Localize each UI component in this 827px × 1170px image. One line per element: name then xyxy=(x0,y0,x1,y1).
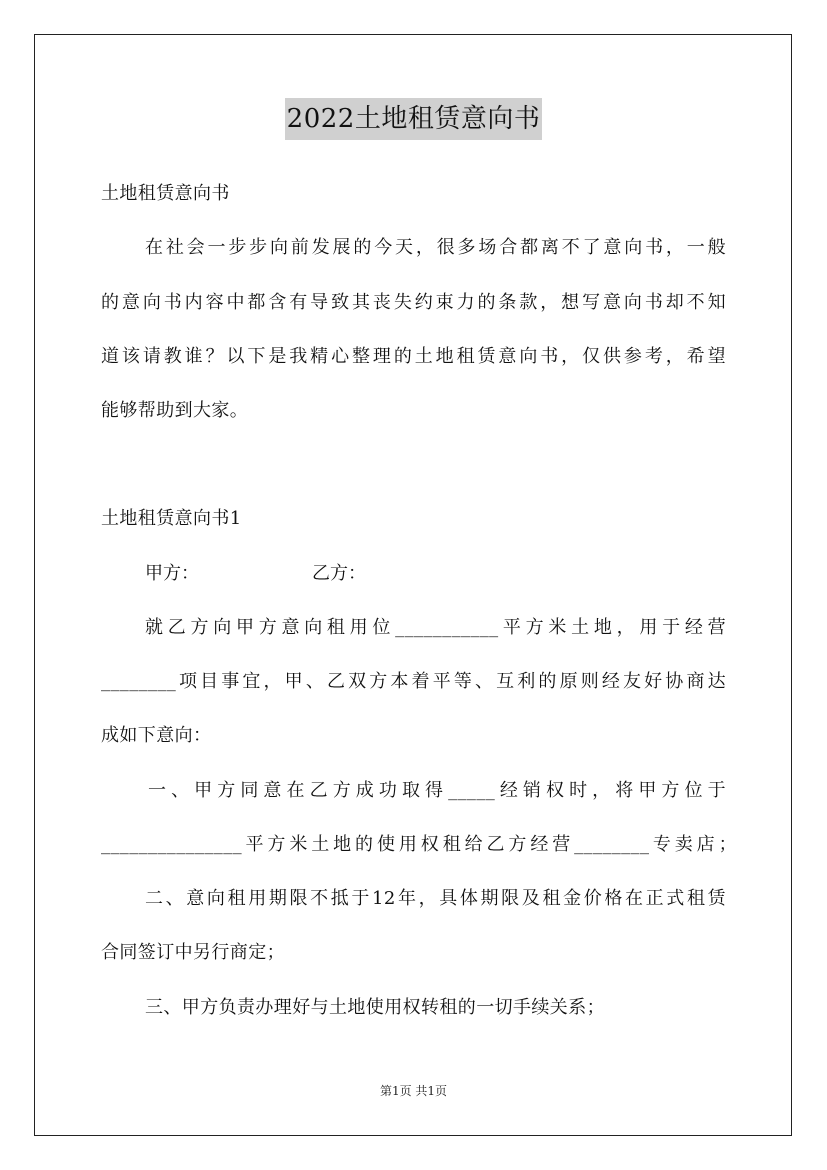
para1-line-3: 成如下意向： xyxy=(101,725,212,746)
document-title: 2022土地租赁意向书 xyxy=(285,98,543,140)
section-heading: 土地租赁意向书1 xyxy=(101,508,242,529)
clause1-line-1: 一、甲方同意在乙方成功取得_____经销权时，将甲方位于 xyxy=(148,780,726,801)
intro-line-4: 能够帮助到大家。 xyxy=(101,400,249,421)
document-subtitle: 土地租赁意向书 xyxy=(101,183,230,204)
clause3-line-1: 三、甲方负责办理好与土地使用权转租的一切手续关系； xyxy=(145,997,605,1018)
para1-line-1: 就乙方向甲方意向租用位___________平方米土地，用于经营 xyxy=(145,617,726,638)
title-container xyxy=(0,98,827,140)
intro-line-1: 在社会一步步向前发展的今天，很多场合都离不了意向书，一般 xyxy=(145,237,726,258)
party-b-label: 乙方： xyxy=(312,563,366,584)
intro-line-3: 道该请教谁？以下是我精心整理的土地租赁意向书，仅供参考，希望 xyxy=(101,346,726,367)
para1-line-2: ________项目事宜，甲、乙双方本着平等、互利的原则经友好协商达 xyxy=(101,671,726,692)
clause2-line-2: 合同签订中另行商定； xyxy=(101,942,285,963)
party-a-label: 甲方： xyxy=(145,563,199,584)
clause1-line-2: _______________平方米土地的使用权租给乙方经营________专卖店； xyxy=(101,834,737,855)
intro-line-2: 的意向书内容中都含有导致其丧失约束力的条款，想写意向书却不知 xyxy=(101,292,726,313)
page-footer: 第1页 共1页 xyxy=(379,1084,448,1098)
clause2-line-1: 二、意向租用期限不抵于12年，具体期限及租金价格在正式租赁 xyxy=(145,888,726,909)
